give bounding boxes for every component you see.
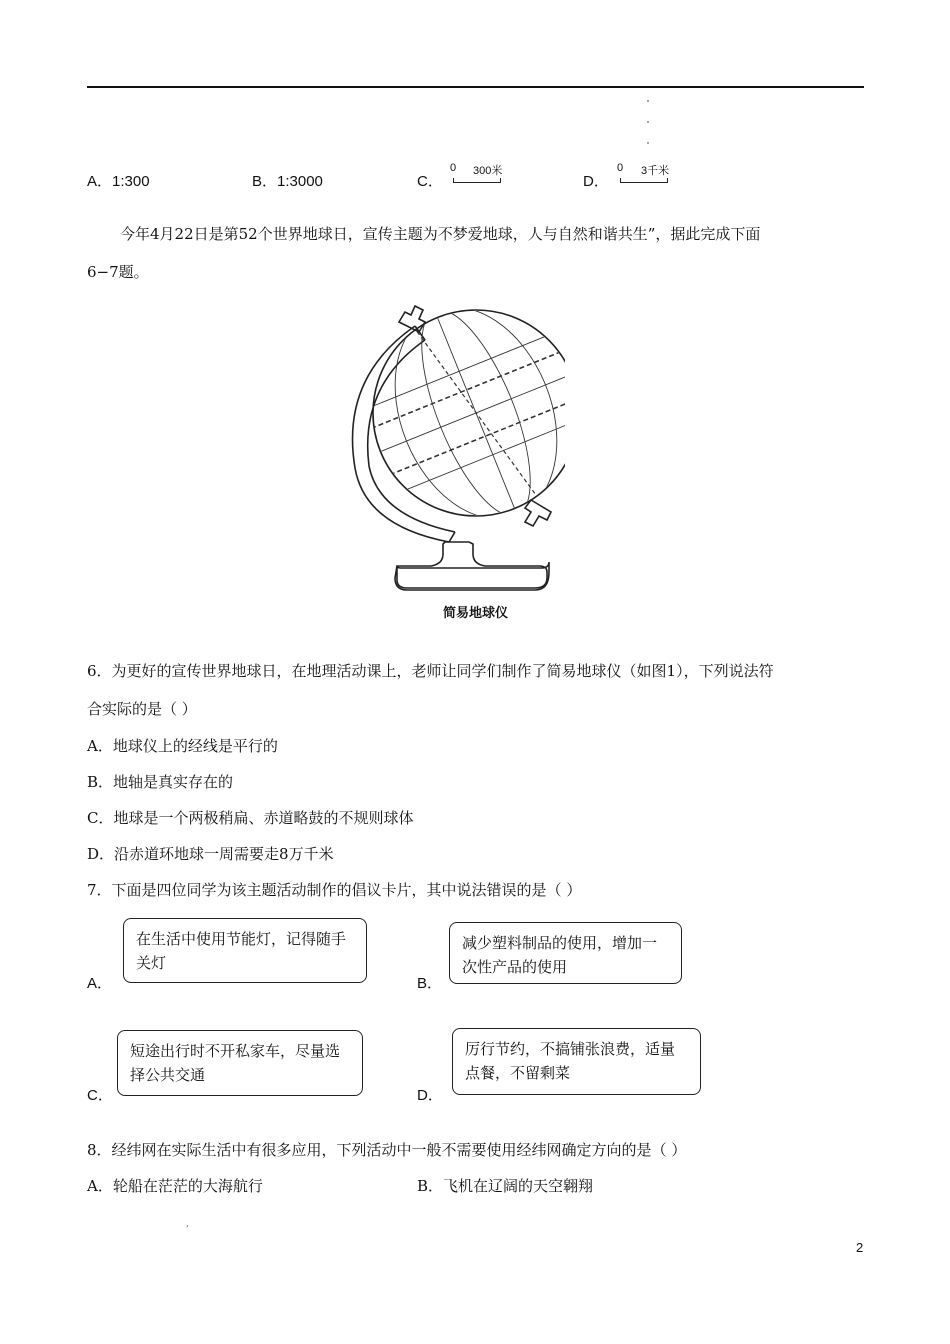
option-letter: A． [87, 173, 113, 190]
q6-stem-line-1: 6．为更好的宣传世界地球日，在地理活动课上，老师让同学们制作了简易地球仪（如图1），下列说法符 [87, 662, 774, 680]
globe-figure [345, 298, 565, 593]
page-number: 2 [856, 1240, 864, 1255]
intro-line-1: 今年4月22日是第52个世界地球日，宣传主题为不梦爱地球，人与自然和谐共生”，据此完成下面 [120, 225, 761, 243]
globe-sphere [373, 310, 565, 516]
q8-option-b[interactable]: B．飞机在辽阔的天空翱翔 [417, 1177, 594, 1195]
scale-bar-c [453, 178, 501, 183]
option-letter: D． [583, 173, 609, 190]
q7-card-b[interactable]: 减少塑料制品的使用，增加一次性产品的使用 [449, 922, 682, 984]
scale-label-c: 300米 [473, 165, 503, 177]
q6-option-d[interactable]: D．沿赤道环地球一周需要走8万千米 [87, 845, 334, 863]
figure-caption: 简易地球仪 [443, 606, 509, 621]
q5-option-a[interactable] [87, 172, 150, 191]
q7-option-d-letter[interactable]: D． [417, 1087, 443, 1104]
q6-option-a[interactable]: A．地球仪上的经线是平行的 [87, 737, 278, 755]
intro-line-2: 6−7题。 [87, 263, 149, 281]
q6-stem-line-2: 合实际的是（ ） [87, 700, 197, 718]
stray-dot [647, 121, 649, 123]
option-text: 1:300 [112, 173, 150, 190]
q7-stem: 7．下面是四位同学为该主题活动制作的倡议卡片，其中说法错误的是（ ） [87, 881, 582, 899]
globe-top-cap [399, 306, 425, 332]
q5-option-d[interactable] [583, 172, 609, 191]
q7-card-a[interactable]: 在生活中使用节能灯，记得随手关灯 [123, 918, 367, 983]
q7-option-b-letter[interactable]: B． [417, 975, 443, 992]
q6-option-b[interactable]: B．地轴是真实存在的 [87, 773, 234, 791]
q7-option-c-letter[interactable]: C． [87, 1087, 113, 1104]
q5-option-b[interactable] [252, 172, 323, 191]
q8-option-a[interactable]: A．轮船在茫茫的大海航行 [87, 1177, 263, 1195]
scale-label-d: 3千米 [641, 165, 670, 177]
header-rule [87, 86, 864, 88]
scale-zero-c: 0 [450, 162, 457, 174]
stray-mark: , [186, 1218, 190, 1229]
option-letter: B． [252, 173, 278, 190]
stray-dot [647, 100, 649, 102]
scale-zero-d: 0 [617, 162, 624, 174]
q5-option-c[interactable] [417, 172, 443, 191]
q8-stem: 8．经纬网在实际生活中有很多应用，下列活动中一般不需要使用经纬网确定方向的是（ ） [87, 1141, 687, 1159]
globe-meridian-ring [353, 326, 450, 542]
globe-bottom-cap [525, 500, 551, 526]
q7-option-a-letter[interactable]: A． [87, 975, 113, 992]
q7-card-c[interactable]: 短途出行时不开私家车，尽量选择公共交通 [117, 1030, 363, 1096]
option-text: 1:3000 [277, 173, 323, 190]
stray-dot [647, 142, 649, 144]
option-letter: C． [417, 173, 443, 190]
q7-card-d[interactable]: 厉行节约，不搞铺张浪费，适量点餐，不留剩菜 [452, 1028, 701, 1095]
q6-option-c[interactable]: C．地球是一个两极稍扁、赤道略鼓的不规则球体 [87, 809, 414, 827]
scale-bar-d [620, 178, 668, 183]
